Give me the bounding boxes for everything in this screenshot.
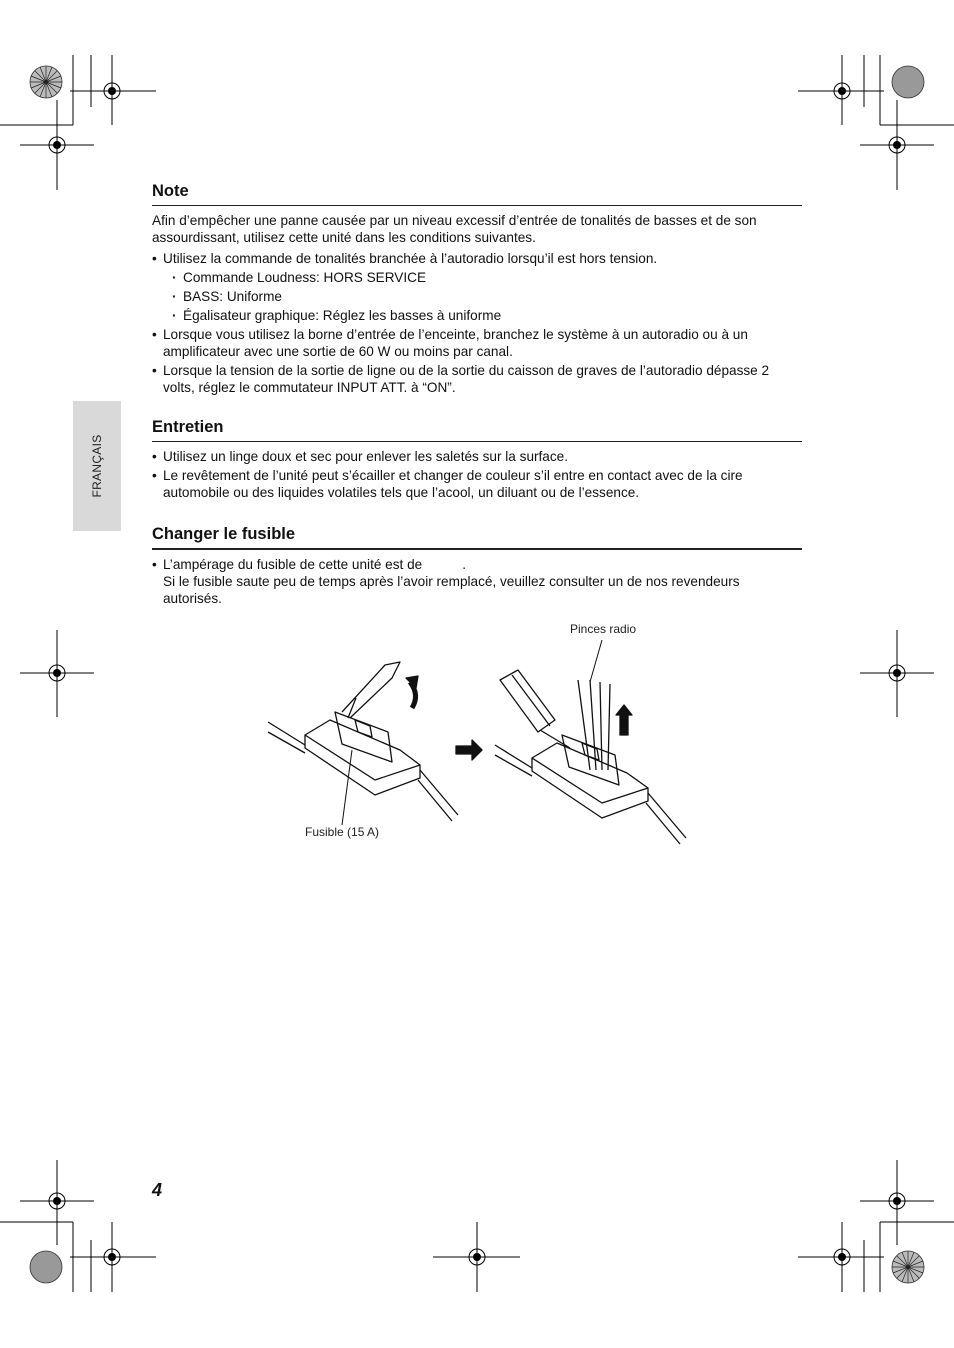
right-arrow-icon (456, 740, 482, 760)
note-sub-list (163, 269, 802, 324)
list-item (152, 250, 802, 324)
fuse-right (562, 735, 619, 785)
list-item: · Commande Loudness: HORS SERVICE (163, 269, 802, 286)
note-section (152, 180, 802, 396)
fuse-illustration (260, 640, 700, 850)
fusible-heading: Changer le fusible (152, 523, 802, 550)
cable-left-in (268, 722, 305, 745)
fusible-bullet-text-b: . (462, 557, 466, 572)
fusible-bullet-text-a: L’ampérage du fusible de cette unité est de (163, 557, 423, 572)
entretien-bullet-1: • Utilisez un linge doux et sec pour enlever les saletés sur la surface. (152, 448, 802, 465)
list-item (152, 556, 802, 607)
fuse-label: Fusible (15 A) (305, 825, 380, 839)
note-list (152, 250, 802, 396)
main-content (152, 180, 802, 609)
entretien-bullet-2: • Le revêtement de l’unité peut s’écailler et changer de couleur s’il entre en contact avec de la cire automobile ou des liquides volatiles tels que l’acool, un diluant ou de l’essence. (152, 467, 802, 501)
fusible-list (152, 556, 802, 607)
entretien-list (152, 448, 802, 501)
page-number: 4 (152, 1180, 163, 1200)
pliers-label: Pinces radio (570, 622, 637, 636)
up-arrow-icon (616, 705, 632, 735)
list-item: · Égalisateur graphique: Réglez les basses à uniforme (163, 307, 802, 324)
fuse-holder-left (305, 735, 420, 795)
note-bullet-3: • Lorsque la tension de la sortie de ligne ou de la sortie du caisson de graves de l’autoradio dépasse 2 volts, réglez le commutateur INPUT ATT. à “ON”. (152, 362, 802, 396)
language-tab (73, 401, 121, 531)
list-item: · BASS: Uniforme (163, 288, 802, 305)
note-bullet-1: Utilisez la commande de tonalités branchée à l’autoradio lorsqu’il est hors tension. (163, 251, 658, 266)
fusible-section (152, 523, 802, 607)
note-intro: Afin d’empêcher une panne causée par un niveau excessif d’entrée de tonalités de basses et de son assourdissant, utilisez cette unité dans les conditions suivantes. (152, 213, 757, 245)
fusible-bullet-text-c: Si le fusible saute peu de temps après l’avoir remplacé, veuillez consulter un de nos revendeurs autorisés. (163, 574, 740, 606)
note-bullet-2: • Lorsque vous utilisez la borne d’entrée de l’enceinte, branchez le système à un autoradio ou à un amplificateur avec une sortie de 60 W ou moins par canal. (152, 326, 802, 360)
fuse-left (335, 712, 392, 762)
language-label: FRANÇAIS (90, 434, 104, 498)
pliers-icon (578, 680, 610, 770)
note-heading: Note (152, 180, 802, 206)
entretien-heading: Entretien (152, 416, 802, 442)
entretien-section (152, 416, 802, 501)
pliers-leader-line (590, 640, 602, 682)
